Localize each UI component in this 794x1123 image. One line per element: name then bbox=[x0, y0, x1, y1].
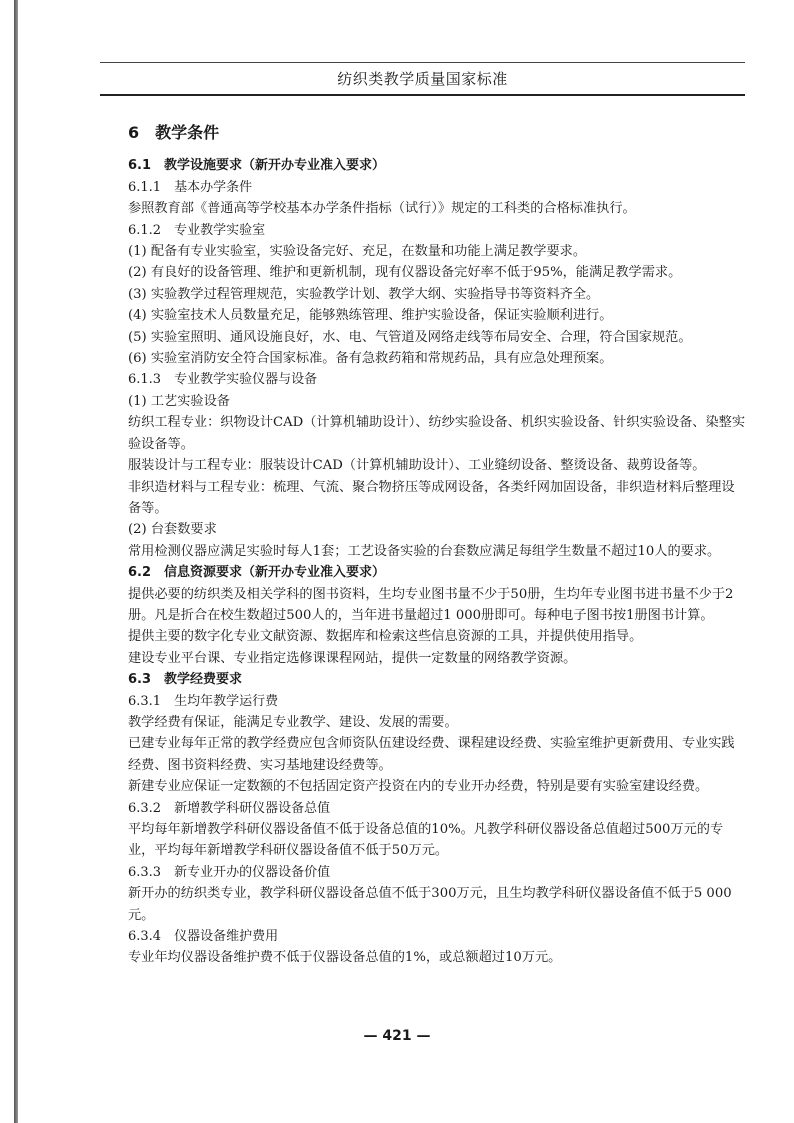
paragraph: 新开办的纺织类专业，教学科研仪器设备总值不低于300万元，且生均教学科研仪器设备值不低于5 000元。 bbox=[128, 886, 732, 923]
heading-6-1-1: 6.1.1 基本办学条件 bbox=[128, 179, 253, 195]
heading-6-3-2: 6.3.2 新增教学科研仪器设备总值 bbox=[128, 800, 331, 816]
heading-6-3-4: 6.3.4 仪器设备维护费用 bbox=[128, 929, 279, 945]
page-number: — 421 — bbox=[363, 1028, 431, 1044]
page-body bbox=[128, 118, 746, 969]
paragraph: 常用检测仪器应满足实验时每人1套；工艺设备实验的台套数应满足每组学生数量不超过10人的要求。 bbox=[128, 543, 721, 559]
header-rule bbox=[100, 94, 745, 96]
paragraph: 新建专业应保证一定数额的不包括固定资产投资在内的专业开办经费，特别是要有实验室建设经费。 bbox=[128, 779, 709, 795]
paragraph: 非织造材料与工程专业：梳理、气流、聚合物挤压等成网设备，各类纤网加固设备，非织造材料后整理设备等。 bbox=[128, 479, 735, 516]
header-top-rule bbox=[100, 62, 745, 63]
paragraph: 服装设计与工程专业：服装设计CAD（计算机辅助设计）、工业缝纫设备、整烫设备、裁剪设备等。 bbox=[128, 458, 706, 474]
section-title: 6 教学条件 bbox=[128, 123, 220, 142]
paragraph: 教学经费有保证，能满足专业教学、建设、发展的需要。 bbox=[128, 714, 458, 730]
heading-6-3-3: 6.3.3 新专业开办的仪器设备价值 bbox=[128, 864, 331, 880]
paragraph: 提供必要的纺织类及相关学科的图书资料，生均专业图书量不少于50册，生均年专业图书进书量不少于2册。凡是折合在校生数超过500人的，当年进书量超过1 000册即可。每种电子图书按1册图书计算。 bbox=[128, 586, 734, 623]
paragraph: 参照教育部《普通高等学校基本办学条件指标（试行）》规定的工科类的合格标准执行。 bbox=[128, 201, 636, 217]
scan-edge-shadow bbox=[14, 0, 18, 1123]
heading-6-2: 6.2 信息资源要求（新开办专业准入要求） bbox=[128, 565, 386, 581]
list-item: (3) 实验教学过程管理规范，实验教学计划、教学大纲、实验指导书等资料齐全。 bbox=[128, 286, 600, 302]
heading-6-1: 6.1 教学设施要求（新开办专业准入要求） bbox=[128, 158, 386, 174]
paragraph: 已建专业每年正常的教学经费应包含师资队伍建设经费、课程建设经费、实验室维护更新费用、专业实践经费、图书资料经费、实习基地建设经费等。 bbox=[128, 736, 735, 773]
list-item: (1) 配备有专业实验室，实验设备完好、充足，在数量和功能上满足教学要求。 bbox=[128, 244, 587, 260]
subheading: (1) 工艺实验设备 bbox=[128, 393, 230, 409]
list-item: (5) 实验室照明、通风设施良好，水、电、气管道及网络走线等布局安全、合理，符合国家规范。 bbox=[128, 329, 692, 345]
heading-6-3: 6.3 教学经费要求 bbox=[128, 672, 243, 688]
list-item: (6) 实验室消防安全符合国家标准。备有急救药箱和常规药品，具有应急处理预案。 bbox=[128, 351, 613, 367]
heading-6-1-2: 6.1.2 专业教学实验室 bbox=[128, 222, 266, 238]
subheading: (2) 台套数要求 bbox=[128, 522, 217, 538]
paragraph: 专业年均仪器设备维护费不低于仪器设备总值的1%，或总额超过10万元。 bbox=[128, 950, 562, 966]
paragraph: 建设专业平台课、专业指定选修课课程网站，提供一定数量的网络教学资源。 bbox=[128, 650, 577, 666]
heading-6-1-3: 6.1.3 专业教学实验仪器与设备 bbox=[128, 372, 318, 388]
list-item: (4) 实验室技术人员数量充足，能够熟练管理、维护实验设备，保证实验顺利进行。 bbox=[128, 308, 613, 324]
paragraph: 平均每年新增教学科研仪器设备值不低于设备总值的10%。凡教学科研仪器设备总值超过500万元的专业，平均每年新增教学科研仪器设备值不低于50万元。 bbox=[128, 822, 724, 859]
header-title: 纺织类教学质量国家标准 bbox=[337, 70, 508, 88]
paragraph: 提供主要的数字化专业文献资源、数据库和检索这些信息资源的工具，并提供使用指导。 bbox=[128, 629, 643, 645]
heading-6-3-1: 6.3.1 生均年教学运行费 bbox=[128, 693, 279, 709]
list-item: (2) 有良好的设备管理、维护和更新机制，现有仪器设备完好率不低于95%，能满足教学需求。 bbox=[128, 265, 682, 281]
paragraph: 纺织工程专业：织物设计CAD（计算机辅助设计）、纺纱实验设备、机织实验设备、针织实验设备、染整实验设备等。 bbox=[128, 415, 746, 452]
running-header bbox=[100, 68, 745, 96]
